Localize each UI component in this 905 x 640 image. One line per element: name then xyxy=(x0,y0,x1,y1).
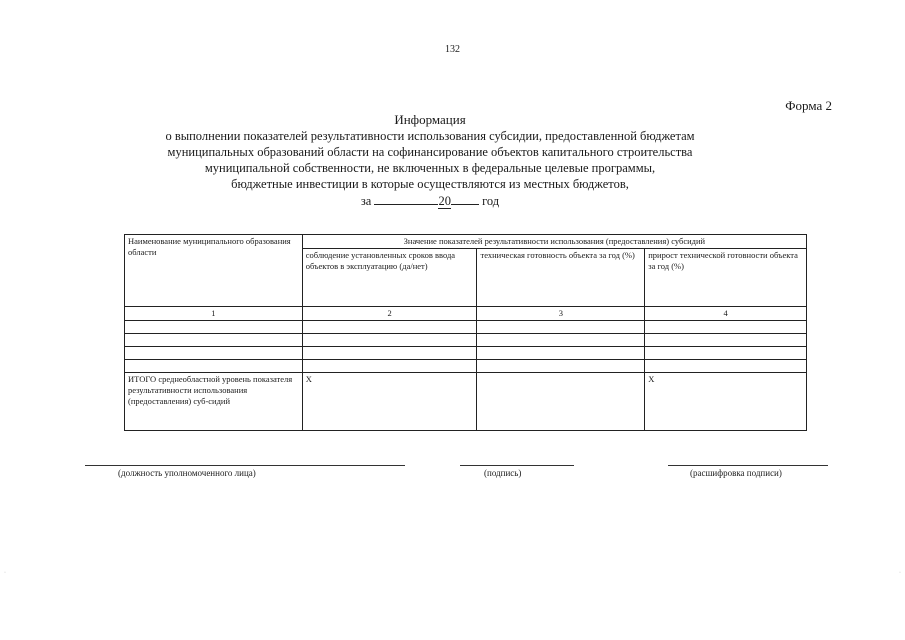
scan-edge-mark: · xyxy=(899,570,901,576)
title-line-4: бюджетные инвестиции в которые осуществляются из местных бюджетов, xyxy=(231,177,629,191)
title-line-2: муниципальных образований области на софинансирование объектов капитального строительства xyxy=(167,145,693,159)
empty-cell xyxy=(477,360,645,373)
column-number: 2 xyxy=(302,307,477,321)
column-number: 4 xyxy=(645,307,807,321)
period-blank-1 xyxy=(374,192,438,205)
empty-cell xyxy=(645,321,807,334)
title-line-3: муниципальной собственности, не включенных в федеральные целевые программы, xyxy=(204,161,656,175)
title-line-1: о выполнении показателей результативности использования субсидии, предоставленной бюджетам xyxy=(165,129,695,143)
signature-line xyxy=(460,465,574,466)
empty-cell xyxy=(125,321,303,334)
total-row xyxy=(125,373,807,431)
total-col4: Х xyxy=(645,373,807,431)
group-header: Значение показателей результативности использования (предоставления) субсидий xyxy=(302,235,806,249)
empty-cell xyxy=(477,334,645,347)
empty-row xyxy=(125,334,807,347)
decoding-label: (расшифровка подписи) xyxy=(690,468,782,478)
sub-header-1: соблюдение установленных сроков ввода объектов в эксплуатацию (да/нет) xyxy=(302,249,477,307)
report-table xyxy=(124,234,807,431)
position-signature-line xyxy=(85,465,405,466)
column-number: 3 xyxy=(477,307,645,321)
form-label: Форма 2 xyxy=(785,98,832,113)
decoding-signature-line xyxy=(668,465,828,466)
empty-cell xyxy=(645,360,807,373)
signature-label: (подпись) xyxy=(484,468,522,478)
header-row-1 xyxy=(125,235,807,249)
sub-header-2: техническая готовность объекта за год (%) xyxy=(477,249,645,307)
empty-cell xyxy=(125,334,303,347)
empty-row xyxy=(125,321,807,334)
empty-cell xyxy=(125,347,303,360)
empty-cell xyxy=(302,347,477,360)
empty-cell xyxy=(302,321,477,334)
col1-header: Наименование муниципального образования области xyxy=(125,235,303,307)
period-line xyxy=(120,192,740,209)
total-col3 xyxy=(477,373,645,431)
period-prefix: за xyxy=(360,194,372,208)
title-heading: Информация xyxy=(394,112,466,127)
empty-cell xyxy=(477,321,645,334)
document-title xyxy=(120,112,740,209)
empty-cell xyxy=(125,360,303,373)
scan-edge-mark: · xyxy=(4,570,6,576)
period-suffix: год xyxy=(482,194,500,208)
total-col2: Х xyxy=(302,373,477,431)
sub-header-3: прирост технической готовности объекта за год (%) xyxy=(645,249,807,307)
period-blank-2 xyxy=(451,192,479,205)
position-label: (должность уполномоченного лица) xyxy=(118,468,256,478)
total-label: ИТОГО среднеобластной уровень показателя результативности использования (предоставления) суб-сидий xyxy=(125,373,303,431)
empty-cell xyxy=(645,347,807,360)
page-number: 132 xyxy=(445,44,460,55)
empty-row xyxy=(125,347,807,360)
empty-cell xyxy=(645,334,807,347)
empty-cell xyxy=(302,334,477,347)
column-number-row xyxy=(125,307,807,321)
empty-row xyxy=(125,360,807,373)
empty-cell xyxy=(302,360,477,373)
empty-cell xyxy=(477,347,645,360)
period-year: 20 xyxy=(438,194,451,208)
column-number: 1 xyxy=(125,307,303,321)
